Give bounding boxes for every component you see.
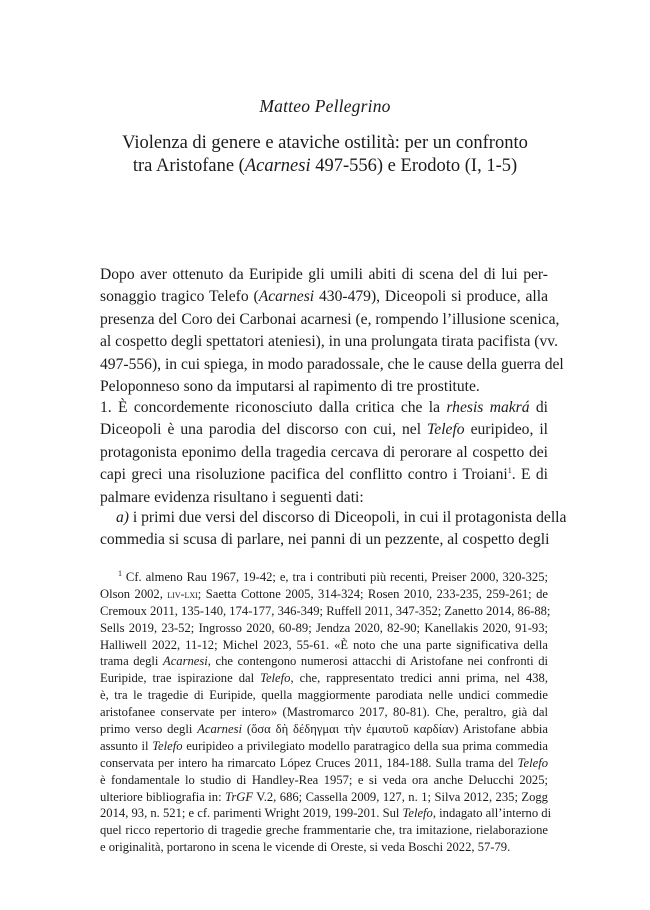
text-line — [100, 464, 548, 486]
author-name: Matteo Pellegrino — [259, 96, 391, 116]
footnote-line — [100, 653, 548, 670]
text-run: Olson 2002, — [100, 586, 168, 601]
text-run: assunto il — [100, 738, 153, 753]
text-run: (ὅσα δὴ δέδηγμαι τὴν ἐμαυτοῦ καρδίαν) Aristofane abbia — [241, 722, 548, 737]
text-run: Euripide, trae ispirazione dal — [100, 671, 261, 686]
footnote-line — [100, 569, 548, 586]
section-1-paragraph — [100, 397, 548, 509]
title-text: tra Aristofane ( — [132, 156, 245, 176]
footnote-line — [100, 789, 548, 806]
text-line: 497-556), in cui spiega, in modo paradossale, che le cause della guerra del — [100, 355, 564, 373]
text-line: al cospetto degli spettatori ateniesi), in una prolungata tirata pacifista (vv. — [100, 333, 558, 351]
footnote-line — [100, 805, 552, 822]
text-run: Diceopoli è una parodia del discorso con cui, nel — [100, 421, 428, 439]
text-line: presenza del Coro dei Carbonai acarnesi (e, rompendo l’illusione scenica, — [100, 310, 560, 328]
text-line: palmare evidenza risultano i seguenti dati: — [100, 488, 364, 506]
text-run: . E di — [511, 466, 548, 484]
footnote-line: è, tra le tragedie di Euripide, quella maggiormente parodiata nelle undici commedie — [100, 688, 548, 703]
text-italic: Acarnesi — [197, 722, 242, 737]
footnote-line: è fondamentale lo studio di Handley-Rea 1957; e si veda ora anche Delucchi 2025; — [100, 772, 548, 787]
text-run: conservata per intero ha rimarcato López Cruces 2011, 184-188. Sulla trama del — [100, 755, 518, 770]
text-run: di — [529, 399, 549, 416]
text-run: Cf. almeno Rau 1967, 19-42; e, tra i contributi più recenti, Preiser 2000, 320-325; — [122, 570, 548, 584]
article-title — [0, 132, 650, 178]
text-run: i primi due versi del discorso di Diceopoli, in cui il protagonista della — [129, 509, 567, 526]
footnote-ref[interactable]: 1 — [507, 465, 512, 475]
footnote-line: e originalità, portarono in scena le vicende di Oreste, si veda Boschi 2022, 57-79. — [100, 840, 511, 855]
text-run: , indagato all’interno di — [432, 806, 552, 821]
text-line — [100, 397, 548, 419]
text-italic: rhesis makrá — [446, 399, 530, 416]
text-run: ulteriore bibliografia in: — [100, 789, 226, 804]
footnote-line — [100, 670, 548, 687]
text-italic: Acarnesi — [258, 288, 315, 306]
text-smallcaps: liv-lxi — [167, 588, 198, 601]
footnote-line — [100, 721, 548, 738]
text-italic: Telefo — [427, 421, 465, 439]
text-run: primo verso degli — [100, 722, 198, 737]
text-italic: Telefo — [402, 806, 433, 821]
text-run: capi greci una risoluzione pacifica del conflitto contro i Troiani — [100, 466, 508, 484]
text-run: ; Saetta Cottone 2005, 314-324; Rosen 2010, 233-235, 259-261; de — [197, 586, 548, 601]
title-italic: Acarnesi — [244, 156, 311, 176]
text-run: 430-479), Diceopoli si produce, alla — [314, 288, 548, 306]
text-italic: Telefo — [260, 671, 291, 686]
text-line: commedia si scusa di parlare, nei panni di un pezzente, al cospetto degli — [100, 531, 550, 549]
text-run: , che, rappresentato tredici anni prima, nel 438, — [290, 671, 548, 686]
text-line — [100, 507, 567, 529]
text-italic: Acarnesi — [163, 654, 208, 669]
text-run: euripideo a privilegiato modello paratragico della sua prima commedia — [182, 738, 549, 753]
text-run: sonaggio tragico Telefo ( — [100, 288, 259, 306]
text-run: euripideo, il — [464, 421, 549, 439]
footnote-line: Halliwell 2022, 11-12; Michel 2023, 55-61. «È noto che una parte significativa della — [100, 637, 548, 652]
footnote-line: Cremoux 2011, 135-140, 174-177, 346-349; Ruffell 2011, 347-352; Zanetto 2014, 86-88; — [100, 603, 551, 618]
text-line: Peloponneso sono da imputarsi al rapimento di tre prostitute. — [100, 377, 480, 395]
footnote-number: 1 — [118, 568, 122, 578]
footnote-line: aristofanee conservate per intero» (Mastromarco 2017, 80-81). Che, peraltro, già dal — [100, 705, 548, 720]
title-line-1: Violenza di genere e ataviche ostilità: per un confronto — [122, 133, 528, 153]
text-italic: TrGF — [225, 789, 254, 804]
title-line-2 — [0, 155, 650, 178]
text-run: 2014, 93, n. 521; e cf. parimenti Wright 2019, 199-201. Sul — [100, 806, 403, 821]
item-label: a) — [116, 509, 129, 526]
text-italic: Telefo — [517, 755, 548, 770]
text-run: V.2, 686; Cassella 2009, 127, n. 1; Silva 2012, 235; Zogg — [253, 789, 548, 804]
intro-paragraph — [100, 264, 564, 398]
footnote-line: Sells 2019, 23-52; Ingrosso 2020, 60-89; Jendza 2020, 82-90; Kanellakis 2020, 91-93; — [100, 620, 548, 635]
text-line — [100, 419, 548, 441]
footnote-line — [100, 586, 548, 603]
footnote-line — [100, 738, 548, 755]
text-run: trama degli — [100, 654, 164, 669]
text-italic: Telefo — [152, 738, 183, 753]
text-line: Dopo aver ottenuto da Euripide gli umili abiti di scena del di lui per- — [100, 266, 548, 283]
text-run: , che contengono numerosi attacchi di Aristofane nei confronti di — [207, 654, 548, 669]
title-text: 497-556) e Erodoto (I, 1-5) — [310, 156, 518, 176]
list-item-a — [100, 507, 567, 552]
text-line: protagonista eponimo della tragedia cercava di perorare al cospetto dei — [100, 443, 548, 461]
footnote — [100, 568, 552, 856]
text-run: 1. È concordemente riconosciuto dalla critica che la — [100, 399, 447, 416]
text-line — [100, 286, 548, 308]
footnote-line — [100, 755, 548, 772]
footnote-line: quel ricco repertorio di tragedie greche frammentarie che, tra imitazione, rielaborazione — [100, 823, 548, 838]
